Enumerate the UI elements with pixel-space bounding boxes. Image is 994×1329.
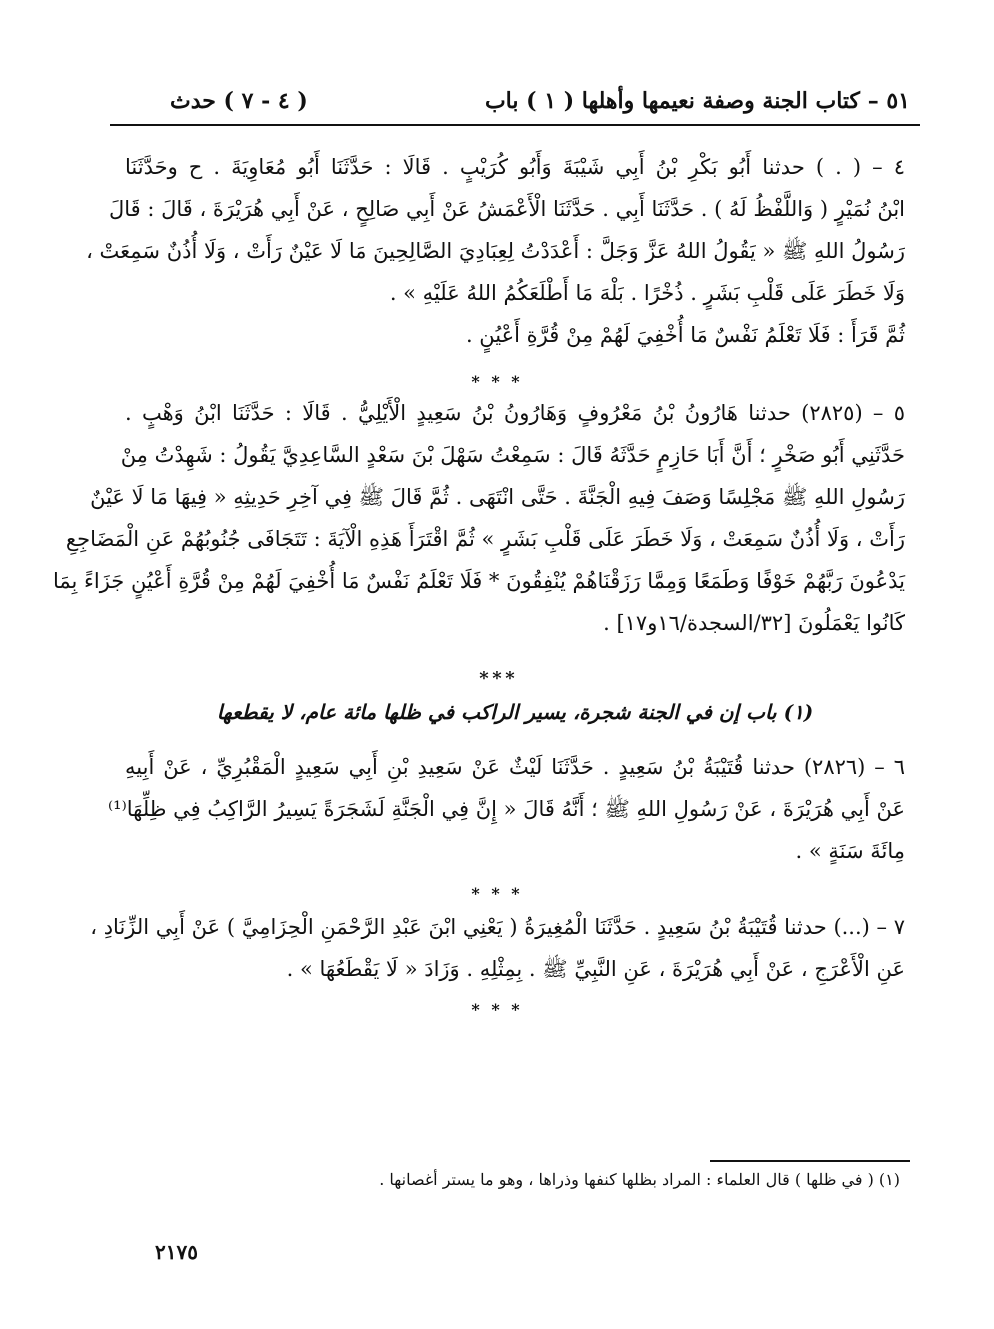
running-header	[110, 88, 910, 124]
text-line: وَلَا خَطَرَ عَلَى قَلْبِ بَشَرٍ . ذُخْرًا . بَلْهَ مَا أَطْلَعَكُمُ اللهُ عَلَيْهِ » .	[389, 281, 905, 305]
text-line: حَدَّثَنِي أَبُو صَخْرٍ ؛ أَنَّ أَبَا حَازِمٍ حَدَّثَهُ قَالَ : سَمِعْتُ سَهْلَ بْنَ سَعْدٍ السَّاعِدِيَّ يَقُولُ : شَهِدْتُ مِنْ	[120, 443, 905, 467]
text-line: ابْنُ نُمَيْرٍ ( وَاللَّفْظُ لَهُ ) . حَدَّثَنَا أَبِي . حَدَّثَنَا الْأَعْمَشُ عَنْ أَبِي صَالِحٍ ، عَنْ أَبِي هُرَيْرَةَ ، قَالَ : قَالَ	[108, 197, 905, 221]
section-separator: * * *	[471, 372, 523, 391]
text-line: رَسُولِ اللهِ ﷺ مَجْلِسًا وَصَفَ فِيهِ الْجَنَّةَ . حَتَّى انْتَهَى . ثُمَّ قَالَ ﷺ فِي آخِرِ حَدِيثِهِ « فِيهَا مَا لَا عَيْنٌ	[90, 485, 905, 509]
section-separator: * * *	[479, 668, 515, 689]
text-line: عَنْ أَبِي هُرَيْرَةَ ، عَنْ رَسُولِ اللهِ ﷺ ؛ أَنَّهُ قَالَ « إِنَّ فِي الْجَنَّةِ لَشَجَرَةً يَسِيرُ الرَّاكِبُ فِي ظِلِّهَا⁽¹⁾	[107, 797, 905, 821]
footnote: (١) ( في ظلها ) قال العلماء : المراد بظلها كنفها وذراها ، وهو ما يستر أغصانها .	[379, 1170, 900, 1189]
section-separator: * * *	[471, 1000, 523, 1019]
section-separator: * * *	[471, 884, 523, 903]
text-line: يَدْعُونَ رَبَّهُمْ خَوْفًا وَطَمَعًا وَمِمَّا رَزَقْنَاهُمْ يُنْفِقُونَ * فَلَا تَعْلَمُ نَفْسٌ مَا أُخْفِيَ لَهُمْ مِنْ قُرَّةِ أَعْيُنٍ جَزَاءً بِمَا	[52, 569, 905, 593]
header-divider	[110, 124, 920, 126]
hadith-range-heading: ( ٤ - ٧ ) حدث	[170, 88, 308, 114]
page-number: ٢١٧٥	[155, 1240, 198, 1264]
chapter-heading: ٥١ – كتاب الجنة وصفة نعيمها وأهلها ( ١ ) باب	[484, 88, 910, 114]
chapter-title: (١) باب إن في الجنة شجرة، يسير الراكب في ظلها مائة عام، لا يقطعها	[216, 700, 814, 724]
text-line: ٦ – (٢٨٢٦) حدثنا قُتَيْبَةُ بْنُ سَعِيدٍ . حَدَّثَنَا لَيْثٌ عَنْ سَعِيدِ بْنِ أَبِي سَعِيدٍ الْمَقْبُرِيِّ ، عَنْ أَبِيهِ	[125, 755, 905, 779]
text-line: عَنِ الْأَعْرَجِ ، عَنْ أَبِي هُرَيْرَةَ ، عَنِ النَّبِيِّ ﷺ . بِمِثْلِهِ . وَزَادَ « لَا يَقْطَعُهَا » .	[286, 957, 905, 981]
text-line: ٥ – (٢٨٢٥) حدثنا هَارُونُ بْنُ مَعْرُوفٍ وَهَارُونُ بْنُ سَعِيدٍ الْأَيْلِيُّ . قَالَا : حَدَّثَنَا ابْنُ وَهْبٍ .	[125, 401, 905, 425]
text-line: ثُمَّ قَرَأَ : فَلَا تَعْلَمُ نَفْسٌ مَا أُخْفِيَ لَهُمْ مِنْ قُرَّةِ أَعْيُنٍ .	[465, 323, 905, 347]
text-line: كَانُوا يَعْمَلُونَ [٣٢/السجدة/١٦و١٧] .	[603, 611, 905, 635]
text-line: ٧ – (...) حدثنا قُتَيْبَةُ بْنُ سَعِيدٍ . حَدَّثَنَا الْمُغِيرَةُ ( يَعْنِي ابْنَ عَبْدِ الرَّحْمَنِ الْحِزَامِيَّ ) عَنْ أَبِي الزِّنَادِ ،	[90, 915, 905, 939]
text-line: مِائَةَ سَنَةٍ » .	[795, 839, 905, 863]
text-line: رَأَتْ ، وَلَا أُذُنٌ سَمِعَتْ ، وَلَا خَطَرَ عَلَى قَلْبِ بَشَرٍ » ثُمَّ اقْتَرَأَ هَذِهِ الْآيَةَ : تَتَجَافَى جُنُوبُهُمْ عَنِ الْمَضَاجِعِ	[65, 527, 905, 551]
text-line: رَسُولُ اللهِ ﷺ « يَقُولُ اللهُ عَزَّ وَجَلَّ : أَعْدَدْتُ لِعِبَادِيَ الصَّالِحِينَ مَا لَا عَيْنٌ رَأَتْ ، وَلَا أُذُنٌ سَمِعَتْ ،	[86, 239, 905, 263]
text-line: ٤ – ( . ) حدثنا أَبُو بَكْرِ بْنُ أَبِي شَيْبَةَ وَأَبُو كُرَيْبٍ . قَالَا : حَدَّثَنَا أَبُو مُعَاوِيَةَ . ح وحَدَّثَنَا	[125, 155, 905, 179]
footnote-divider	[710, 1160, 910, 1162]
